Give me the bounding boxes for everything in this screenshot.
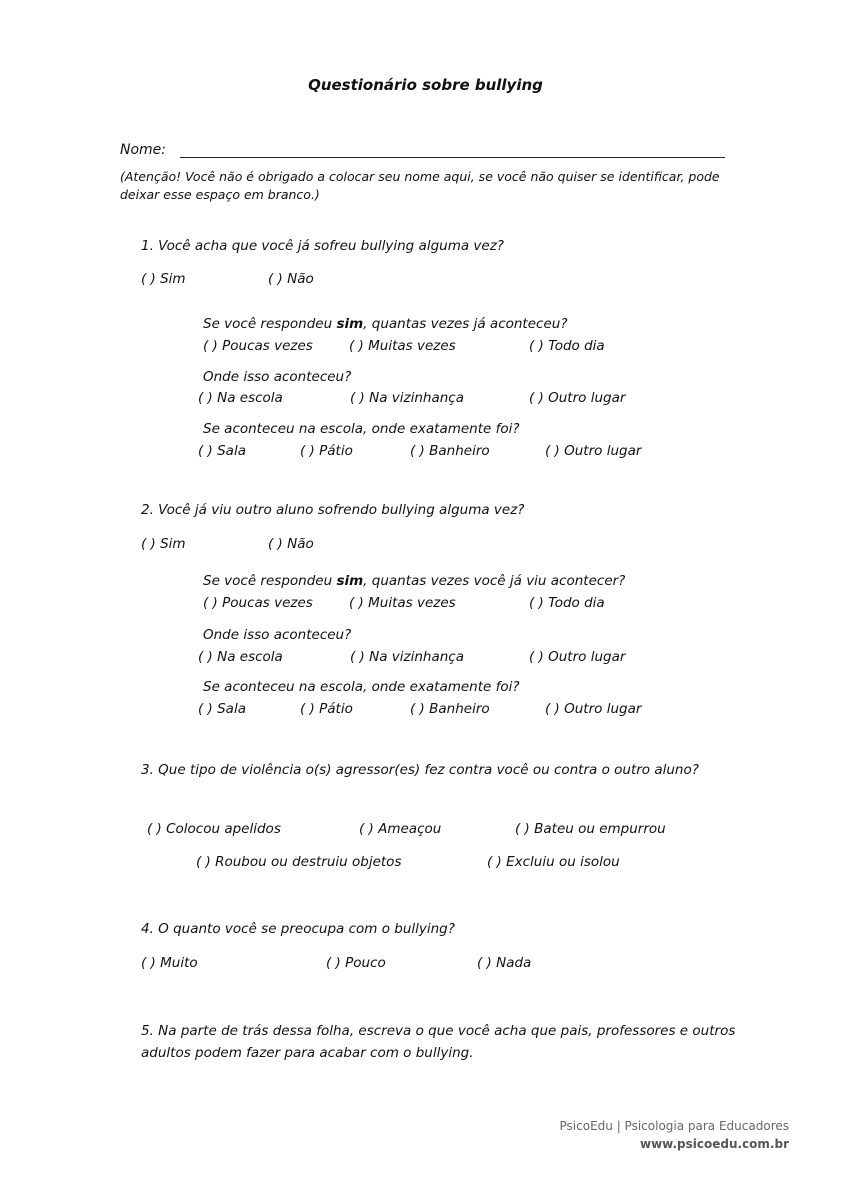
q2-where-option-other[interactable]: ( ) Outro lugar	[529, 649, 626, 665]
q2-frequency-option-few[interactable]: ( ) Poucas vezes	[203, 595, 313, 611]
q4-option-nothing[interactable]: ( ) Nada	[477, 955, 532, 971]
q1-where-option-neighborhood[interactable]: ( ) Na vizinhança	[350, 390, 464, 406]
q1-where-option-other[interactable]: ( ) Outro lugar	[529, 390, 626, 406]
q2-school-option-patio[interactable]: ( ) Pátio	[300, 701, 353, 717]
q2-frequency-sim: sim	[336, 573, 364, 589]
q3-option-excluded[interactable]: ( ) Excluiu ou isolou	[487, 854, 620, 870]
page-title: Questionário sobre bullying	[308, 76, 543, 94]
q2-option-sim[interactable]: ( ) Sim	[141, 536, 186, 552]
q1-frequency-sim: sim	[336, 316, 364, 332]
q2-frequency-option-daily[interactable]: ( ) Todo dia	[529, 595, 605, 611]
q2-school-question: Se aconteceu na escola, onde exatamente foi?	[203, 679, 520, 695]
q3-option-threatened[interactable]: ( ) Ameaçou	[359, 821, 442, 837]
footer-brand: PsicoEdu | Psicologia para Educadores	[559, 1119, 789, 1133]
q1-school-question: Se aconteceu na escola, onde exatamente foi?	[203, 421, 520, 437]
q2-frequency-text: Se você respondeu	[203, 573, 337, 589]
q2-school-option-bathroom[interactable]: ( ) Banheiro	[410, 701, 490, 717]
q3-option-nicknames[interactable]: ( ) Colocou apelidos	[147, 821, 281, 837]
q2-option-nao[interactable]: ( ) Não	[268, 536, 314, 552]
q1-frequency-text: Se você respondeu	[203, 316, 337, 332]
q1-school-option-bathroom[interactable]: ( ) Banheiro	[410, 443, 490, 459]
q3-option-stole-destroyed[interactable]: ( ) Roubou ou destruiu objetos	[196, 854, 402, 870]
q3-option-hit-pushed[interactable]: ( ) Bateu ou empurrou	[515, 821, 666, 837]
question-4: 4. O quanto você se preocupa com o bullying?	[141, 921, 455, 937]
q1-frequency-option-few[interactable]: ( ) Poucas vezes	[203, 338, 313, 354]
question-3: 3. Que tipo de violência o(s) agressor(es) fez contra você ou contra o outro aluno?	[141, 762, 699, 778]
q1-school-option-other[interactable]: ( ) Outro lugar	[545, 443, 642, 459]
q1-frequency-text-end: , quantas vezes já aconteceu?	[363, 316, 568, 332]
q4-option-little[interactable]: ( ) Pouco	[326, 955, 386, 971]
question-1: 1. Você acha que você já sofreu bullying alguma vez?	[141, 238, 504, 254]
q1-frequency-option-daily[interactable]: ( ) Todo dia	[529, 338, 605, 354]
q2-frequency-question	[203, 573, 625, 589]
question-5: 5. Na parte de trás dessa folha, escreva o que você acha que pais, professores e outros adultos podem fazer para acabar com o bullying.	[141, 1023, 736, 1061]
q1-where-option-school[interactable]: ( ) Na escola	[198, 390, 283, 406]
q4-option-much[interactable]: ( ) Muito	[141, 955, 198, 971]
q1-school-option-patio[interactable]: ( ) Pátio	[300, 443, 353, 459]
q1-option-sim[interactable]: ( ) Sim	[141, 271, 186, 287]
q2-frequency-text-end: , quantas vezes você já viu acontecer?	[363, 573, 626, 589]
q2-where-option-neighborhood[interactable]: ( ) Na vizinhança	[350, 649, 464, 665]
anonymity-notice: (Atenção! Você não é obrigado a colocar seu nome aqui, se você não quiser se identificar, pode deixar esse espaço em branco.)	[120, 169, 720, 202]
q2-frequency-option-many[interactable]: ( ) Muitas vezes	[349, 595, 456, 611]
q2-where-question: Onde isso aconteceu?	[203, 627, 352, 643]
q1-frequency-question	[203, 316, 568, 332]
name-label: Nome:	[120, 142, 167, 158]
name-field-line[interactable]	[180, 157, 725, 158]
q2-where-option-school[interactable]: ( ) Na escola	[198, 649, 283, 665]
q1-where-question: Onde isso aconteceu?	[203, 369, 352, 385]
q1-school-option-classroom[interactable]: ( ) Sala	[198, 443, 246, 459]
q1-frequency-option-many[interactable]: ( ) Muitas vezes	[349, 338, 456, 354]
q2-school-option-other[interactable]: ( ) Outro lugar	[545, 701, 642, 717]
question-2: 2. Você já viu outro aluno sofrendo bullying alguma vez?	[141, 502, 525, 518]
footer-website[interactable]: www.psicoedu.com.br	[639, 1137, 789, 1151]
q1-option-nao[interactable]: ( ) Não	[268, 271, 314, 287]
q2-school-option-classroom[interactable]: ( ) Sala	[198, 701, 246, 717]
